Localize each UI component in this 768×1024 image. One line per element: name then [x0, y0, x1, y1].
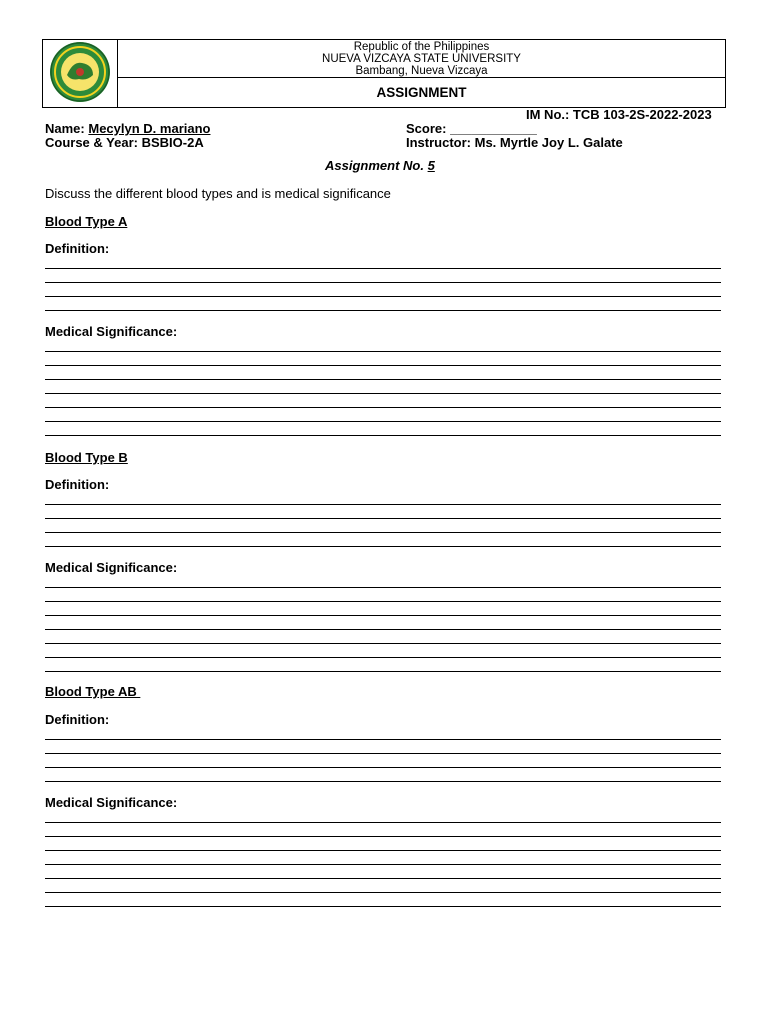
definition-label-ab: Definition: — [45, 712, 110, 727]
answer-line[interactable] — [45, 836, 721, 837]
assignment-number — [325, 158, 435, 173]
name-row — [45, 121, 210, 136]
answer-line[interactable] — [45, 643, 721, 644]
document-title: ASSIGNMENT — [376, 85, 467, 100]
document-header — [42, 39, 726, 108]
instructor-label: Instructor: — [406, 135, 471, 150]
score-label: Score: — [406, 121, 447, 136]
answer-line[interactable] — [45, 504, 721, 505]
answer-line[interactable] — [45, 657, 721, 658]
definition-label-a: Definition: — [45, 241, 110, 256]
answer-line[interactable] — [45, 767, 721, 768]
definition-label-b: Definition: — [45, 477, 110, 492]
answer-line[interactable] — [45, 282, 721, 283]
instructor-value: Ms. Myrtle Joy L. Galate — [474, 135, 623, 150]
course-value: BSBIO-2A — [141, 135, 204, 150]
answer-line[interactable] — [45, 407, 721, 408]
section-title-blood-type-b: Blood Type B — [45, 450, 128, 465]
assignment-number-value: 5 — [427, 158, 435, 173]
answer-line[interactable] — [45, 546, 721, 547]
course-label: Course & Year: — [45, 135, 138, 150]
logo-cell — [43, 40, 118, 107]
answer-line[interactable] — [45, 268, 721, 269]
answer-line[interactable] — [45, 864, 721, 865]
republic-line: Republic of the Philippines — [353, 41, 490, 53]
significance-label-a: Medical Significance: — [45, 324, 178, 339]
score-field[interactable]: ____________ — [450, 121, 537, 136]
im-number: IM No.: TCB 103-2S-2022-2023 — [526, 107, 712, 122]
answer-line[interactable] — [45, 296, 721, 297]
answer-line[interactable] — [45, 739, 721, 740]
significance-label-b: Medical Significance: — [45, 560, 178, 575]
answer-line[interactable] — [45, 379, 721, 380]
score-row — [406, 121, 537, 136]
name-value: Mecylyn D. mariano — [88, 121, 211, 136]
answer-line[interactable] — [45, 629, 721, 630]
significance-label-ab: Medical Significance: — [45, 795, 178, 810]
university-seal-logo — [49, 41, 111, 103]
answer-line[interactable] — [45, 878, 721, 879]
answer-line[interactable] — [45, 906, 721, 907]
answer-line[interactable] — [45, 351, 721, 352]
course-row — [45, 135, 204, 150]
assignment-label: Assignment No. — [325, 158, 424, 173]
assignment-prompt: Discuss the different blood types and is medical significance — [45, 186, 391, 201]
answer-line[interactable] — [45, 393, 721, 394]
answer-line[interactable] — [45, 671, 721, 672]
answer-line[interactable] — [45, 753, 721, 754]
answer-line[interactable] — [45, 587, 721, 588]
answer-line[interactable] — [45, 532, 721, 533]
answer-line[interactable] — [45, 850, 721, 851]
answer-line[interactable] — [45, 822, 721, 823]
answer-line[interactable] — [45, 601, 721, 602]
answer-line[interactable] — [45, 615, 721, 616]
answer-line[interactable] — [45, 421, 721, 422]
answer-line[interactable] — [45, 892, 721, 893]
instructor-row — [406, 135, 623, 150]
answer-line[interactable] — [45, 365, 721, 366]
name-label: Name: — [45, 121, 85, 136]
section-title-blood-type-a: Blood Type A — [45, 214, 128, 229]
answer-line[interactable] — [45, 518, 721, 519]
university-info — [118, 40, 725, 78]
section-title-blood-type-ab: Blood Type AB — [45, 684, 141, 699]
university-name: NUEVA VIZCAYA STATE UNIVERSITY — [322, 53, 521, 65]
answer-line[interactable] — [45, 310, 721, 311]
answer-line[interactable] — [45, 435, 721, 436]
university-location: Bambang, Nueva Vizcaya — [355, 65, 488, 77]
answer-line[interactable] — [45, 781, 721, 782]
